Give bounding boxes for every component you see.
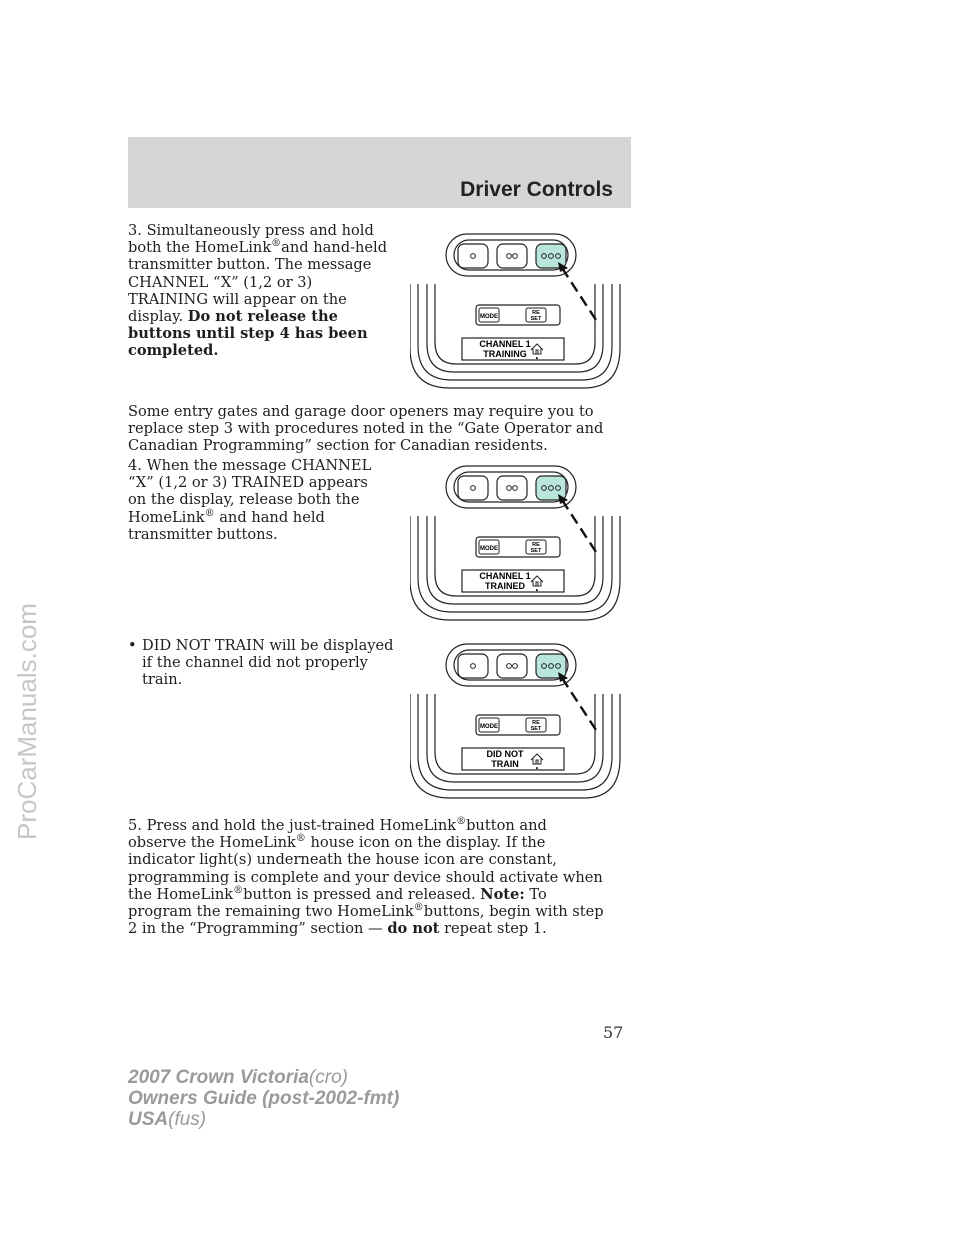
header-band <box>128 137 631 208</box>
homelink-diagram-trained <box>410 462 630 642</box>
display-line-1: CHANNEL 1 <box>479 339 531 349</box>
homelink-button-1 <box>458 244 488 268</box>
display-line-2: TRAIN <box>491 759 519 769</box>
press-indicator-arrow <box>562 678 596 730</box>
step-3-paragraph: 3. Simultaneously press and hold both the HomeLink®and hand-held transmitter button. The message CHANNEL “X” (1,2 or 3) TRAINING will appear on the display. Do not release the buttons until step 4 has been completed. <box>128 222 388 360</box>
bullet-text: DID NOT TRAIN will be displayed if the channel did not properly train. <box>142 637 394 689</box>
indicator-light-icon: • <box>534 765 540 773</box>
mode-label: MODE <box>480 724 498 730</box>
reset-label-line2: SET <box>530 316 542 322</box>
step-4-paragraph: 4. When the message CHANNEL “X” (1,2 or 3) TRAINED appears on the display, release both the HomeLink® and hand held transmitter buttons. <box>128 457 372 543</box>
gate-operator-note: Some entry gates and garage door openers may require you to replace step 3 with procedures noted in the “Gate Operator and Canadian Programming” section for Canadian residents. <box>128 403 604 455</box>
footer: 2007 Crown Victoria(cro) Owners Guide (post-2002-fmt) USA(fus) <box>128 1067 400 1130</box>
press-indicator-arrow <box>562 500 596 552</box>
display-line-2: TRAINED <box>485 581 525 591</box>
reset-label-line1: RE <box>532 542 540 548</box>
mode-label: MODE <box>480 546 498 552</box>
reset-label-line1: RE <box>532 310 540 316</box>
bullet-symbol: • <box>128 637 137 654</box>
display-line-1: CHANNEL 1 <box>479 571 531 581</box>
display-line-2: TRAINING <box>483 349 527 359</box>
section-title: Driver Controls <box>460 178 613 201</box>
reset-label-line2: SET <box>530 548 542 554</box>
step-5-paragraph: 5. Press and hold the just-trained HomeLink®button and observe the HomeLink® house icon on the display. If the indicator light(s) underneath the house icon are constant, programming is complete and your device should activate when the HomeLink®button is pressed and released. Note: To program the remaining two HomeLink®buttons, begin with step 2 in the “Programming” section — do not repeat step 1. <box>128 816 604 938</box>
homelink-button-2 <box>497 654 527 678</box>
indicator-light-icon: • <box>534 587 540 595</box>
reset-label-line2: SET <box>530 726 542 732</box>
page-number: 57 <box>603 1023 624 1042</box>
watermark: ProCarManuals.com <box>12 603 42 840</box>
homelink-button-1 <box>458 654 488 678</box>
reset-label-line1: RE <box>532 720 540 726</box>
homelink-diagram-training <box>410 230 630 410</box>
homelink-diagram-did-not-train <box>410 640 630 820</box>
homelink-button-2 <box>497 476 527 500</box>
indicator-light-icon: • <box>534 355 540 363</box>
homelink-console-svg <box>410 462 630 642</box>
homelink-console-svg <box>410 640 630 820</box>
homelink-button-1 <box>458 476 488 500</box>
homelink-button-2 <box>497 244 527 268</box>
press-indicator-arrow <box>562 268 596 320</box>
did-not-train-bullet <box>128 637 408 697</box>
display-line-1: DID NOT <box>486 749 524 759</box>
homelink-console-svg <box>410 230 630 410</box>
mode-label: MODE <box>480 314 498 320</box>
